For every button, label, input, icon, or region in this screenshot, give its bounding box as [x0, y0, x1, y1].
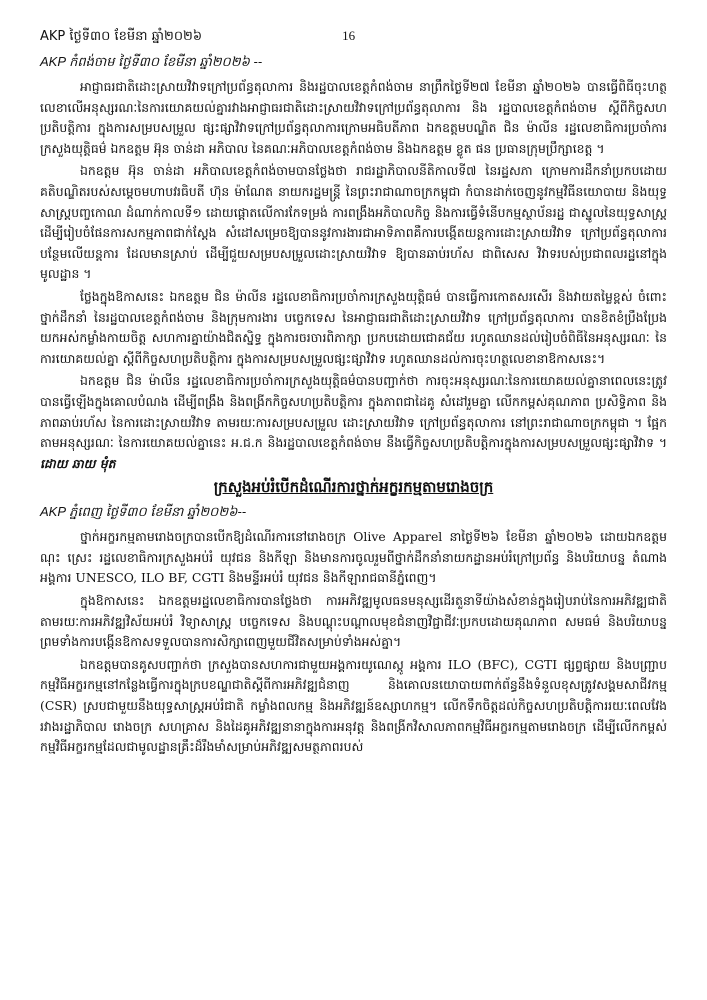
article2-paragraph-2: ក្នុងឱកាសនេះ ឯកឧត្តមរដ្ឋលេខាធិការបានថ្លែងថា ការអភិវឌ្ឍមូលធនមនុស្សដើរតួនាទីយ៉ាងសំខាន់ក្នុងរៀបរាប់នៃការអភិវឌ្ឍជាតិតាមរយៈការអភិវឌ្ឍវិស័យអប់រំ វិទ្យាសាស្ត្រ បច្ចេកទេស និងបណ្តុះបណ្តាលមុខជំនាញវិជ្ជាជីវៈប្រកបដោយគុណភាព សមធម៌ និងបរិយាបន្ន ព្រមទាំងការបង្កើនឱកាសទទួលបានការសិក្សាពេញមួយជីវិតសម្រាប់ទាំងអស់គ្នា។ — [40, 593, 667, 650]
article2-headline: ក្រសួងអប់រំបើកដំណើរការថ្នាក់អក្ខរកម្មតាមរោងចក្រ — [213, 478, 494, 497]
page-header — [40, 28, 667, 50]
article1-dateline: AKP កំពង់ចាម ថ្ងៃទី៣០ ខែមីនា ឆ្នាំ២០២៦ -- — [40, 54, 263, 69]
article1-paragraph-2: ឯកឧត្តម អ៊ុន ចាន់ដា អភិបាលខេត្តកំពង់ចាមបានថ្លែងថា រាជរដ្ឋាភិបាលនីតិកាលទី៧ នៃរដ្ឋសភា ក្រោមការដឹកនាំប្រកបដោយគតិបណ្ឌិតរបស់សម្តេចមហាបវរធិបតី ហ៊ុន ម៉ាណែត នាយករដ្ឋមន្ត្រី នៃព្រះរាជាណាចក្រកម្ពុជា កំបានដាក់ចេញនូវកម្មវិធីនយោបាយ និងយុទ្ធសាស្ត្របញ្ចកោណ ដំណាក់កាលទី១ ដោយផ្តោតលើការកែទម្រង់ ការពង្រឹងអភិបាលកិច្ច និងការធ្វើទំនើបកម្មស្ថាប័នរដ្ឋ ជាស្នូលនៃយុទ្ធសាស្ត្រ ដើម្បីរៀបចំផែនការសកម្មភាពជាក់ស្តែង សំដៅសម្រេចឱ្យបាននូវការងារជាអាទិភាពគឺការបង្កើតយន្តការដោះស្រាយវិវាទ ក្រៅប្រព័ន្ធតុលាការ បន្ថែមលើយន្តការ ដែលមានស្រាប់ ដើម្បីជួយសម្របសម្រួលដោះស្រាយវិវាទ ឱ្យបានឆាប់រហ័ស ជាពិសេស វិវាទរបស់ប្រជាពលរដ្ឋនៅក្នុងមូលដ្ឋាន ។ — [40, 163, 667, 282]
article1-byline: ដោយ ឆាយ មុំត — [40, 455, 116, 471]
article2-paragraph-1: ថ្នាក់អក្ខរកម្មតាមរោងចក្របានបើកឱ្យដំណើរការនៅរោងចក្រ Olive Apparel នាថ្ងៃទី២៦ ខែមីនា ឆ្នាំ២០២៦ ដោយឯកឧត្តម ណុះ ស្រេះ រដ្ឋលេខាធិការក្រសួងអប់រំ យុវជន និងកីឡា និងមានការចូលរួមពីថ្នាក់ដឹកនាំនាយកដ្ឋានអប់រំក្រៅប្រព័ន្ធ និងបរិយាបន្ន តំណាងអង្គការ UNESCO, ILO BF, CGTI និងមន្ទីរអប់រំ យុវជន និងកីឡារាជធានីភ្នំពេញ។ — [40, 529, 667, 586]
article2-paragraph-3: ឯកឧត្តមបានគូសបញ្ជាក់ថា ក្រសួងបានសហការជាមួយអង្គការយូណេស្កូ អង្គការ ILO (BFC), CGTI ផ្សព្វផ្សាយ និងបញ្ជ្រាបកម្មវិធីអក្ខរកម្មនៅកន្លែងធ្វើការក្នុងក្របខណ្ឌជាតិស្តីពីការអភិវឌ្ឍជំនាញ និងគោលនយោបាយពាក់ព័ន្ធនឹងទំនួលខុសត្រូវសង្គមសាជីវកម្ម (CSR) ស្របជាមួយនឹងយុទ្ធសាស្ត្រអប់រំជាតិ កម្លាំងពលកម្ម និងអភិវឌ្ឍន៍ឧស្សាហកម្ម។ លើកទឹកចិត្តដល់កិច្ចសហប្រតិបត្តិការរយៈពេលវែងរវាងរដ្ឋាភិបាល រោងចក្រ សហគ្រាស និងដៃគូអភិវឌ្ឍនានាក្នុងការអនុវត្ត និងពង្រីកវិសាលភាពកម្មវិធីអក្ខរកម្មតាមរោងចក្រ ដើម្បីលើកកម្ពស់កម្មវិធីអក្ខរកម្មដែលជាមូលដ្ឋានគ្រឹះដ៏រឹងមាំសម្រាប់អភិវឌ្ឍសមត្ថភាពរបស់ — [40, 656, 667, 755]
article1-paragraph-3: ថ្លែងក្នុងឱកាសនេះ ឯកឧត្តម ជិន ម៉ាលីន រដ្ឋលេខាធិការប្រចាំការក្រសួងយុត្តិធម៌ បានធ្វើការកោតសរសើរ និងវាយតម្លៃខ្ពស់ ចំពោះថ្នាក់ដឹកនាំ នៃរដ្ឋបាលខេត្តកំពង់ចាម និងក្រុមការងារ បច្ចេកទេស នៃអាជ្ញាធរជាតិដោះស្រាយវិវាទ ក្រៅប្រព័ន្ធតុលាការ បានខិតខំប្រឹងប្រែង យកអស់កម្លាំងកាយចិត្ត សហការគ្នាយ៉ាងជិតស្និទ្ធ ក្នុងការចរចារពិភាក្សា ប្រកបដោយជោគជ័យ រហូតឈានដល់រៀបចំពិធីនៃអនុស្សរណៈ នៃការយោគយល់គ្នា ស្តីពីកិច្ចសហប្រតិបត្តិការ ក្នុងការសម្របសម្រួលផ្សះផ្សាវិវាទ រហូតឈានដល់ការចុះហត្ថលេខានាឱកាសនេះ។ — [40, 288, 667, 366]
article1-paragraph-4 — [40, 371, 667, 474]
article2-dateline: AKP ភ្នំពេញ ថ្ងៃទី៣០ ខែមីនា ឆ្នាំ២០២៦-- — [40, 504, 247, 520]
article1-paragraph-1: អាជ្ញាធរជាតិដោះស្រាយវិវាទក្រៅប្រព័ន្ធតុលាការ និងរដ្ឋបាលខេត្តកំពង់ចាម នាព្រឹកថ្ងៃទី២៧ ខែមីនា ឆ្នាំ២០២៦ បានធ្វើពិធីចុះហត្ថលេខាលើអនុស្សរណៈនៃការយោគយល់គ្នារវាងអាជ្ញាធរជាតិដោះស្រាយវិវាទក្រៅប្រព័ន្ធតុលាការ និង រដ្ឋបាលខេត្តកំពង់ចាម ស្តីពីកិច្ចសហប្រតិបត្តិការ ក្នុងការសម្របសម្រួល ផ្សះផ្សាវិវាទក្រៅប្រព័ន្ធតុលាការក្រោមអធិបតីភាព ឯកឧត្តមបណ្ឌិត ជិន ម៉ាលីន រដ្ឋលេខាធិការប្រចាំការក្រសួងយុត្តិធម៌ ឯកឧត្តម អ៊ុន ចាន់ដា អភិបាល នៃគណៈអភិបាលខេត្តកំពង់ចាម និងឯកឧត្តម ខ្លូត ផន ប្រធានក្រុមប្រឹក្សាខេត្ត ។ — [40, 79, 667, 156]
article-factory-literacy — [40, 478, 667, 758]
agency-date-header: AKP ថ្ងៃទី៣០ ខែមីនា ឆ្នាំ២០២៦ — [40, 29, 203, 44]
page-number: 16 — [342, 28, 356, 43]
article1-paragraph-4-text: ឯកឧត្តម ជិន ម៉ាលីន រដ្ឋលេខាធិការប្រចាំការក្រសួងយុត្តិធម៌បានបញ្ជាក់ថា ការចុះអនុស្សរណៈនៃការយោគយល់គ្នានាពេលនេះត្រូវបានធ្វើឡើងក្នុងគោលបំណង ដើម្បីពង្រឹង និងពង្រីកកិច្ចសហប្រតិបត្តិការ ក្នុងភាពជាដៃគូ សំដៅរួមគ្នា លើកកម្ពស់គុណភាព ប្រសិទ្ធិភាព និងភាពឆាប់រហ័ស នៃការដោះស្រាយវិវាទ តាមរយៈការសម្របសម្រួល ដោះស្រាយវិវាទ ក្រៅប្រព័ន្ធតុលាការ នៅព្រះរាជាណាចក្រកម្ពុជា ។ ផ្អែកតាមអនុស្សរណៈ នៃការយោគយល់គ្នានេះ អ.ជ.ក និងរដ្ឋបាលខេត្តកំពង់ចាម នឹងធ្វើកិច្ចសហប្រតិបត្តិការក្នុងការសម្របសម្រួលផ្សះផ្សាវិវាទ ។ — [40, 373, 667, 451]
article-mou-kampong-cham — [40, 54, 667, 474]
